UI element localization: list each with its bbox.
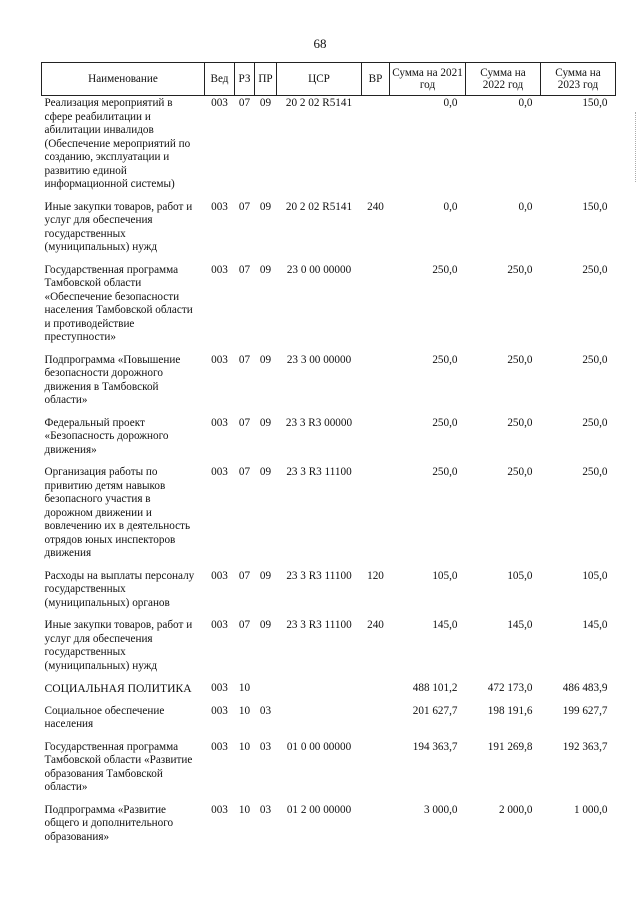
row-sum-2021: 194 363,7	[412, 740, 458, 753]
table-row	[42, 681, 616, 704]
row-csr	[277, 681, 362, 704]
row-ved: 003	[211, 200, 228, 213]
row-pr: 03	[259, 740, 272, 753]
row-rz: 10	[238, 682, 251, 694]
row-sum-2021: 250,0	[432, 263, 458, 276]
row-ved: 003	[211, 740, 228, 753]
row-csr: 23 3 R3 11100	[286, 569, 352, 582]
row-name: Расходы на выплаты персоналу государственных (муниципальных) органов	[44, 569, 195, 609]
header-rz: РЗ	[235, 63, 255, 96]
row-sum-2021: 145,0	[432, 619, 458, 631]
row-ved: 003	[211, 569, 228, 582]
row-rz: 07	[238, 416, 251, 429]
table-body	[42, 96, 616, 853]
page-number: 68	[313, 36, 327, 51]
row-csr: 23 3 R3 11100	[286, 619, 352, 631]
row-ved: 003	[211, 97, 228, 109]
row-ved: 003	[211, 263, 228, 276]
row-sum-2022: 2 000,0	[498, 803, 533, 816]
row-sum-2023: 192 363,7	[562, 740, 608, 753]
row-rz: 07	[238, 569, 251, 582]
row-name: Социальное обеспечение населения	[44, 704, 165, 730]
row-sum-2023: 250,0	[582, 466, 608, 478]
row-name: Государственная программа Тамбовской области «Развитие образования Тамбовской области»	[44, 740, 193, 793]
row-rz: 10	[238, 704, 251, 717]
table-row	[42, 704, 616, 740]
row-name: Подпрограмма «Повышение безопасности дорожного движения в Тамбовской области»	[44, 353, 181, 406]
row-vr	[362, 353, 390, 416]
table-row	[42, 200, 616, 263]
row-rz: 07	[238, 97, 251, 109]
header-sum-2022: Сумма на 2022 год	[466, 63, 541, 96]
row-sum-2022: 472 173,0	[487, 682, 533, 694]
row-name: Государственная программа Тамбовской области «Обеспечение безопасности населения Тамбовской области и противодействие преступности»	[44, 263, 193, 343]
row-sum-2022: 198 191,6	[487, 704, 533, 717]
row-rz: 07	[238, 200, 251, 213]
row-sum-2022: 250,0	[507, 416, 533, 429]
header-sum-2023: Сумма на 2023 год	[541, 63, 616, 96]
table-row	[42, 416, 616, 466]
row-sum-2022: 105,0	[507, 569, 533, 582]
row-vr: 120	[367, 569, 384, 582]
row-pr: 09	[259, 466, 272, 478]
row-ved: 003	[211, 353, 228, 366]
row-sum-2021: 105,0	[432, 569, 458, 582]
row-vr	[362, 465, 390, 569]
margin-mark	[635, 112, 638, 182]
row-name: Иные закупки товаров, работ и услуг для обеспечения государственных (муниципальных) нужд	[44, 200, 193, 253]
row-rz: 07	[238, 619, 251, 631]
row-ved: 003	[211, 416, 228, 429]
row-pr: 09	[259, 619, 272, 631]
row-pr: 09	[259, 416, 272, 429]
row-pr: 09	[259, 353, 272, 366]
row-ved: 003	[211, 704, 228, 717]
row-csr: 23 3 00 00000	[286, 353, 352, 366]
row-ved: 003	[211, 682, 228, 694]
table-row	[42, 96, 616, 200]
header-vr: ВР	[362, 63, 390, 96]
row-name: Подпрограмма «Развитие общего и дополнительного образования»	[44, 803, 174, 843]
row-rz: 07	[238, 353, 251, 366]
row-rz: 10	[238, 740, 251, 753]
row-pr: 09	[259, 200, 272, 213]
table-row	[42, 263, 616, 353]
row-sum-2023: 250,0	[582, 353, 608, 366]
row-vr	[362, 681, 390, 704]
row-sum-2022: 0,0	[518, 200, 533, 213]
row-pr: 03	[259, 704, 272, 717]
row-name: СОЦИАЛЬНАЯ ПОЛИТИКА	[44, 682, 192, 695]
row-sum-2022: 250,0	[507, 353, 533, 366]
row-sum-2023: 250,0	[582, 416, 608, 429]
budget-table	[41, 62, 616, 852]
row-sum-2022: 0,0	[518, 97, 533, 109]
row-csr: 20 2 02 R5141	[285, 97, 353, 109]
row-sum-2022: 250,0	[507, 466, 533, 478]
row-vr	[362, 803, 390, 853]
header-pr: ПР	[255, 63, 277, 96]
row-sum-2023: 250,0	[582, 263, 608, 276]
header-csr: ЦСР	[277, 63, 362, 96]
row-rz: 07	[238, 263, 251, 276]
row-sum-2021: 488 101,2	[412, 682, 458, 694]
row-sum-2021: 3 000,0	[423, 803, 458, 816]
row-vr	[362, 740, 390, 803]
row-sum-2021: 0,0	[443, 200, 458, 213]
row-sum-2022: 191 269,8	[487, 740, 533, 753]
row-sum-2021: 250,0	[432, 466, 458, 478]
row-pr: 03	[259, 803, 272, 816]
row-vr: 240	[367, 619, 384, 631]
row-sum-2022: 250,0	[507, 263, 533, 276]
row-pr: 09	[259, 569, 272, 582]
row-csr: 01 0 00 00000	[286, 740, 352, 753]
row-pr	[255, 681, 277, 704]
row-sum-2023: 199 627,7	[562, 704, 608, 717]
row-vr	[362, 416, 390, 466]
row-pr: 09	[259, 97, 272, 109]
row-csr: 20 2 02 R5141	[285, 200, 353, 213]
header-sum-2021: Сумма на 2021 год	[390, 63, 466, 96]
table-row	[42, 569, 616, 619]
row-ved: 003	[211, 466, 228, 478]
row-name: Федеральный проект «Безопасность дорожного движения»	[44, 416, 169, 456]
row-vr	[362, 704, 390, 740]
row-vr: 240	[367, 200, 384, 213]
table-row	[42, 465, 616, 569]
table-row	[42, 353, 616, 416]
table-row	[42, 740, 616, 803]
header-name: Наименование	[42, 63, 205, 96]
row-sum-2023: 105,0	[582, 569, 608, 582]
row-sum-2023: 486 483,9	[562, 682, 608, 694]
table-header	[42, 63, 616, 96]
row-sum-2022: 145,0	[507, 619, 533, 631]
row-csr: 23 0 00 00000	[286, 263, 352, 276]
row-sum-2021: 201 627,7	[412, 704, 458, 717]
row-name: Реализация мероприятий в сфере реабилитации и абилитации инвалидов (Обеспечение мероприятий по созданию, эксплуатации и развитию единой информационной системы)	[44, 97, 191, 190]
row-csr: 23 3 R3 11100	[286, 466, 352, 478]
row-pr: 09	[259, 263, 272, 276]
row-sum-2021: 250,0	[432, 416, 458, 429]
row-sum-2023: 150,0	[582, 97, 608, 109]
row-sum-2023: 1 000,0	[573, 803, 608, 816]
row-csr: 23 3 R3 00000	[285, 416, 353, 429]
row-vr	[362, 263, 390, 353]
row-name: Организация работы по привитию детям навыков безопасного участия в дорожном движении и вовлечению их в деятельность отрядов юных инспекторов движения	[44, 466, 191, 559]
header-ved: Вед	[205, 63, 235, 96]
table-row	[42, 618, 616, 681]
row-rz: 07	[238, 466, 251, 478]
row-ved: 003	[211, 803, 228, 816]
row-sum-2023: 150,0	[582, 200, 608, 213]
row-name: Иные закупки товаров, работ и услуг для обеспечения государственных (муниципальных) нужд	[44, 619, 193, 672]
row-sum-2021: 250,0	[432, 353, 458, 366]
row-vr	[362, 96, 390, 200]
row-ved: 003	[211, 619, 228, 631]
table-row	[42, 803, 616, 853]
row-csr	[277, 704, 362, 740]
row-rz: 10	[238, 803, 251, 816]
row-sum-2023: 145,0	[582, 619, 608, 631]
row-sum-2021: 0,0	[443, 97, 458, 109]
row-csr: 01 2 00 00000	[286, 803, 352, 816]
